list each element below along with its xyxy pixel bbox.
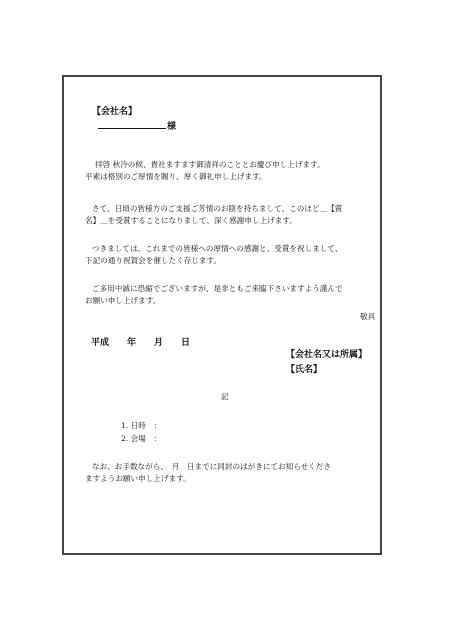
celebration-line-2: 下記の通り祝賀会を催したく存じます。: [85, 256, 222, 265]
date-line: 平成 年 月 日: [91, 338, 191, 348]
sender-name: 【氏名】: [286, 365, 323, 375]
item-datetime: 1. 日時 ：: [121, 421, 162, 430]
recipient-honorific: 様: [167, 122, 177, 132]
request-line-2: お願い申し上げます。: [85, 296, 161, 305]
greeting-line-1: 拝啓 秋冷の候、貴社ますます御清祥のこととお慶び申し上げます。: [95, 160, 325, 169]
celebration-line-1: つきましては、これまでの皆様への厚情への感謝と、受賞を祝しまして、: [92, 244, 343, 253]
footer-line-1: なお、お手数ながら、 月 日までに同封のはがきにてお知らせくださ: [92, 462, 331, 471]
closing-keigu: 敬具: [360, 312, 376, 321]
award-line-2: 名】＿を受賞することになりまして、深く感謝申し上げます。: [85, 216, 297, 225]
ki-heading: 記: [221, 392, 229, 401]
request-line-1: ご多用中誠に恐縮でございますが、是非ともご来臨下さいますよう謹んで: [92, 284, 343, 293]
award-line-1: さて、日頃の皆様方のご支援ご芳情のお陰を持ちまして、このほど＿【賞: [92, 204, 343, 213]
recipient-name-underline: [98, 120, 166, 129]
recipient-line: [98, 119, 176, 132]
recipient-company-placeholder: 【会社名】: [92, 107, 138, 117]
sender-company: 【会社名又は所属】: [286, 350, 368, 360]
greeting-line-2: 平素は格別のご厚情を賜り、厚く御礼申し上げます。: [85, 172, 267, 181]
footer-line-2: ますようお願い申し上げます。: [85, 474, 191, 483]
item-venue: 2. 会場 ：: [121, 434, 162, 443]
